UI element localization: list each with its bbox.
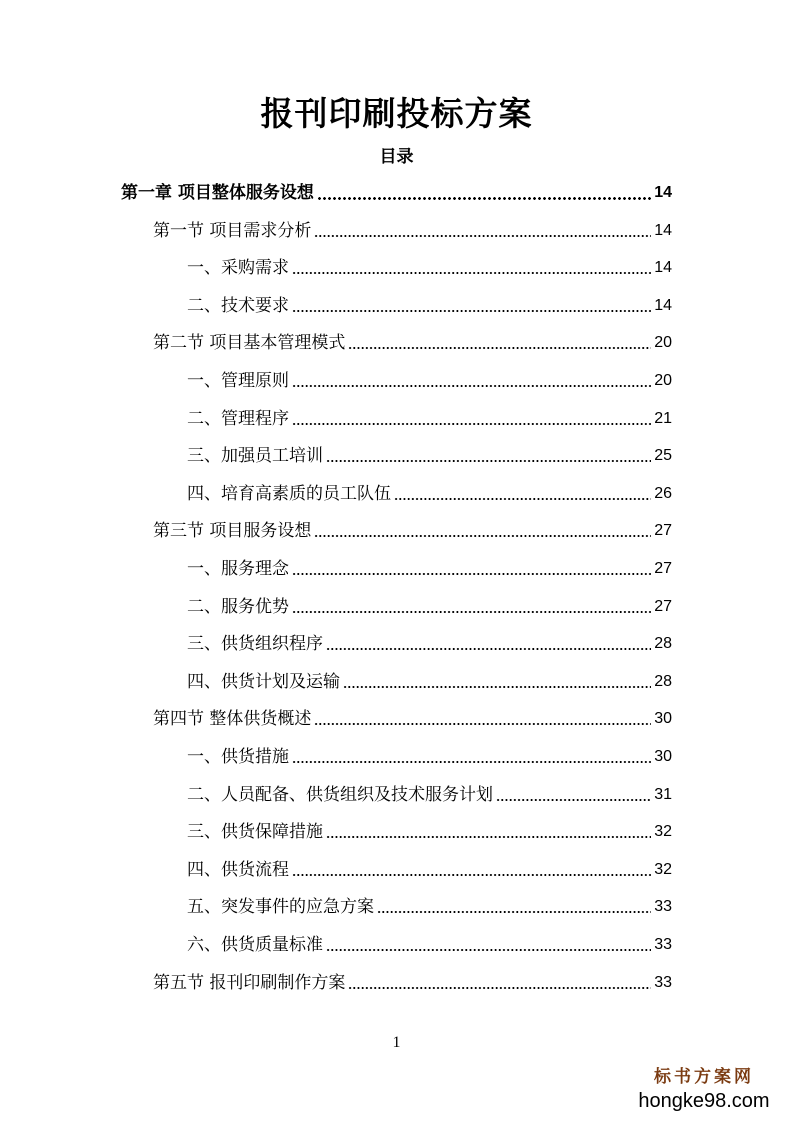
watermark-name: 标书方案网	[654, 1067, 754, 1087]
toc-entry-page: 33	[654, 973, 672, 991]
toc-entry-label: 一、管理原则	[187, 371, 289, 391]
toc-entry-page: 27	[654, 560, 672, 577]
toc-entry[interactable]	[153, 964, 672, 1002]
toc-dot-leader	[394, 498, 651, 500]
toc-heading: 目录	[379, 147, 414, 167]
toc-entry[interactable]	[187, 851, 672, 889]
toc-entry-label: 第五节 报刊印刷制作方案	[153, 972, 346, 993]
toc-entry-label: 二、技术要求	[187, 295, 289, 316]
toc-entry-label: 三、加强员工培训	[187, 446, 323, 467]
toc-entry-label: 六、供货质量标准	[187, 935, 323, 955]
toc-dot-leader	[292, 573, 651, 575]
toc-dot-leader	[317, 197, 651, 200]
toc-entry-label: 五、突发事件的应急方案	[187, 897, 374, 918]
toc-entry-label: 二、管理程序	[187, 408, 289, 429]
toc-entry-label: 二、人员配备、供货组织及技术服务计划	[187, 784, 493, 805]
toc-dot-leader	[326, 460, 651, 462]
toc-dot-leader	[314, 235, 651, 237]
toc-dot-leader	[292, 611, 651, 613]
toc-dot-leader	[314, 535, 651, 537]
toc-entry[interactable]	[187, 663, 672, 701]
toc-entry-page: 20	[654, 372, 672, 389]
watermark-url: hongke98.com	[638, 1090, 770, 1112]
toc-entry-label: 第二节 项目基本管理模式	[153, 333, 346, 354]
toc-entry-page: 27	[654, 597, 672, 615]
toc-entry-label: 第四节 整体供货概述	[153, 709, 312, 730]
toc-entry-label: 四、供货流程	[187, 859, 289, 880]
toc-entry-page: 14	[654, 259, 672, 277]
toc-entry[interactable]	[187, 362, 672, 400]
toc-entry-page: 32	[654, 823, 672, 841]
toc-entry[interactable]	[187, 738, 672, 776]
toc-entry-label: 第三节 项目服务设想	[153, 521, 312, 542]
page-number: 1	[392, 1034, 401, 1051]
toc-dot-leader	[496, 799, 651, 801]
toc-entry-page: 33	[654, 898, 672, 916]
toc-dot-leader	[326, 648, 651, 650]
toc-entry-page: 30	[654, 748, 672, 765]
toc-entry-page: 27	[654, 522, 672, 540]
toc-entry[interactable]	[187, 625, 672, 663]
toc-entry-page: 33	[654, 936, 672, 953]
toc-entry[interactable]	[187, 588, 672, 626]
toc-dot-leader	[292, 385, 651, 387]
toc-entry-page: 20	[654, 334, 672, 352]
toc-entry-label: 一、采购需求	[187, 258, 289, 279]
toc-entry-label: 四、供货计划及运输	[187, 671, 340, 692]
toc-dot-leader	[292, 310, 651, 312]
toc-entry[interactable]	[187, 249, 672, 287]
toc-entry-page: 31	[654, 785, 672, 803]
toc-entry[interactable]	[187, 475, 672, 513]
toc-dot-leader	[292, 272, 651, 274]
toc-dot-leader	[292, 423, 651, 425]
toc-entry-page: 25	[654, 447, 672, 465]
toc-entry-label: 一、供货措施	[187, 747, 289, 767]
toc-entry-label: 三、供货组织程序	[187, 634, 323, 655]
toc-entry-page: 14	[654, 296, 672, 314]
toc-entry-page: 14	[654, 221, 672, 239]
toc-dot-leader	[292, 874, 651, 876]
toc-entry[interactable]	[121, 174, 672, 212]
watermark	[629, 1066, 779, 1114]
toc-entry-label: 四、培育高素质的员工队伍	[187, 483, 391, 504]
toc-entry[interactable]	[187, 400, 672, 438]
toc-entry-page: 26	[654, 484, 672, 502]
toc-entry-label: 一、服务理念	[187, 559, 289, 579]
toc-dot-leader	[343, 686, 651, 688]
toc-entry[interactable]	[187, 776, 672, 814]
document-title: 报刊印刷投标方案	[260, 94, 533, 133]
toc-dot-leader	[326, 949, 651, 951]
toc-entry-page: 30	[654, 710, 672, 728]
toc-entry-label: 第一节 项目需求分析	[153, 220, 312, 241]
toc-entry-page: 28	[654, 672, 672, 690]
toc-dot-leader	[326, 836, 651, 838]
toc-entry[interactable]	[153, 512, 672, 550]
toc-dot-leader	[292, 761, 651, 763]
toc-entry-label: 第一章 项目整体服务设想	[121, 183, 314, 203]
toc-entry[interactable]	[187, 813, 672, 851]
toc-entry[interactable]	[187, 926, 672, 964]
toc-entry[interactable]	[187, 287, 672, 325]
toc-entry-page: 21	[654, 409, 672, 427]
toc-entry-page: 14	[654, 184, 672, 201]
toc-entry[interactable]	[187, 550, 672, 588]
toc-entry[interactable]	[153, 212, 672, 250]
toc-dot-leader	[348, 987, 651, 989]
toc-entry[interactable]	[153, 700, 672, 738]
toc-entry-label: 二、服务优势	[187, 596, 289, 617]
toc-entry[interactable]	[187, 437, 672, 475]
toc-dot-leader	[314, 723, 651, 725]
toc-entry-page: 28	[654, 635, 672, 653]
toc-dot-leader	[348, 347, 651, 349]
toc-entry[interactable]	[187, 888, 672, 926]
toc-dot-leader	[377, 911, 651, 913]
toc-entry[interactable]	[153, 324, 672, 362]
toc-entry-page: 32	[654, 860, 672, 878]
toc-entry-label: 三、供货保障措施	[187, 822, 323, 843]
